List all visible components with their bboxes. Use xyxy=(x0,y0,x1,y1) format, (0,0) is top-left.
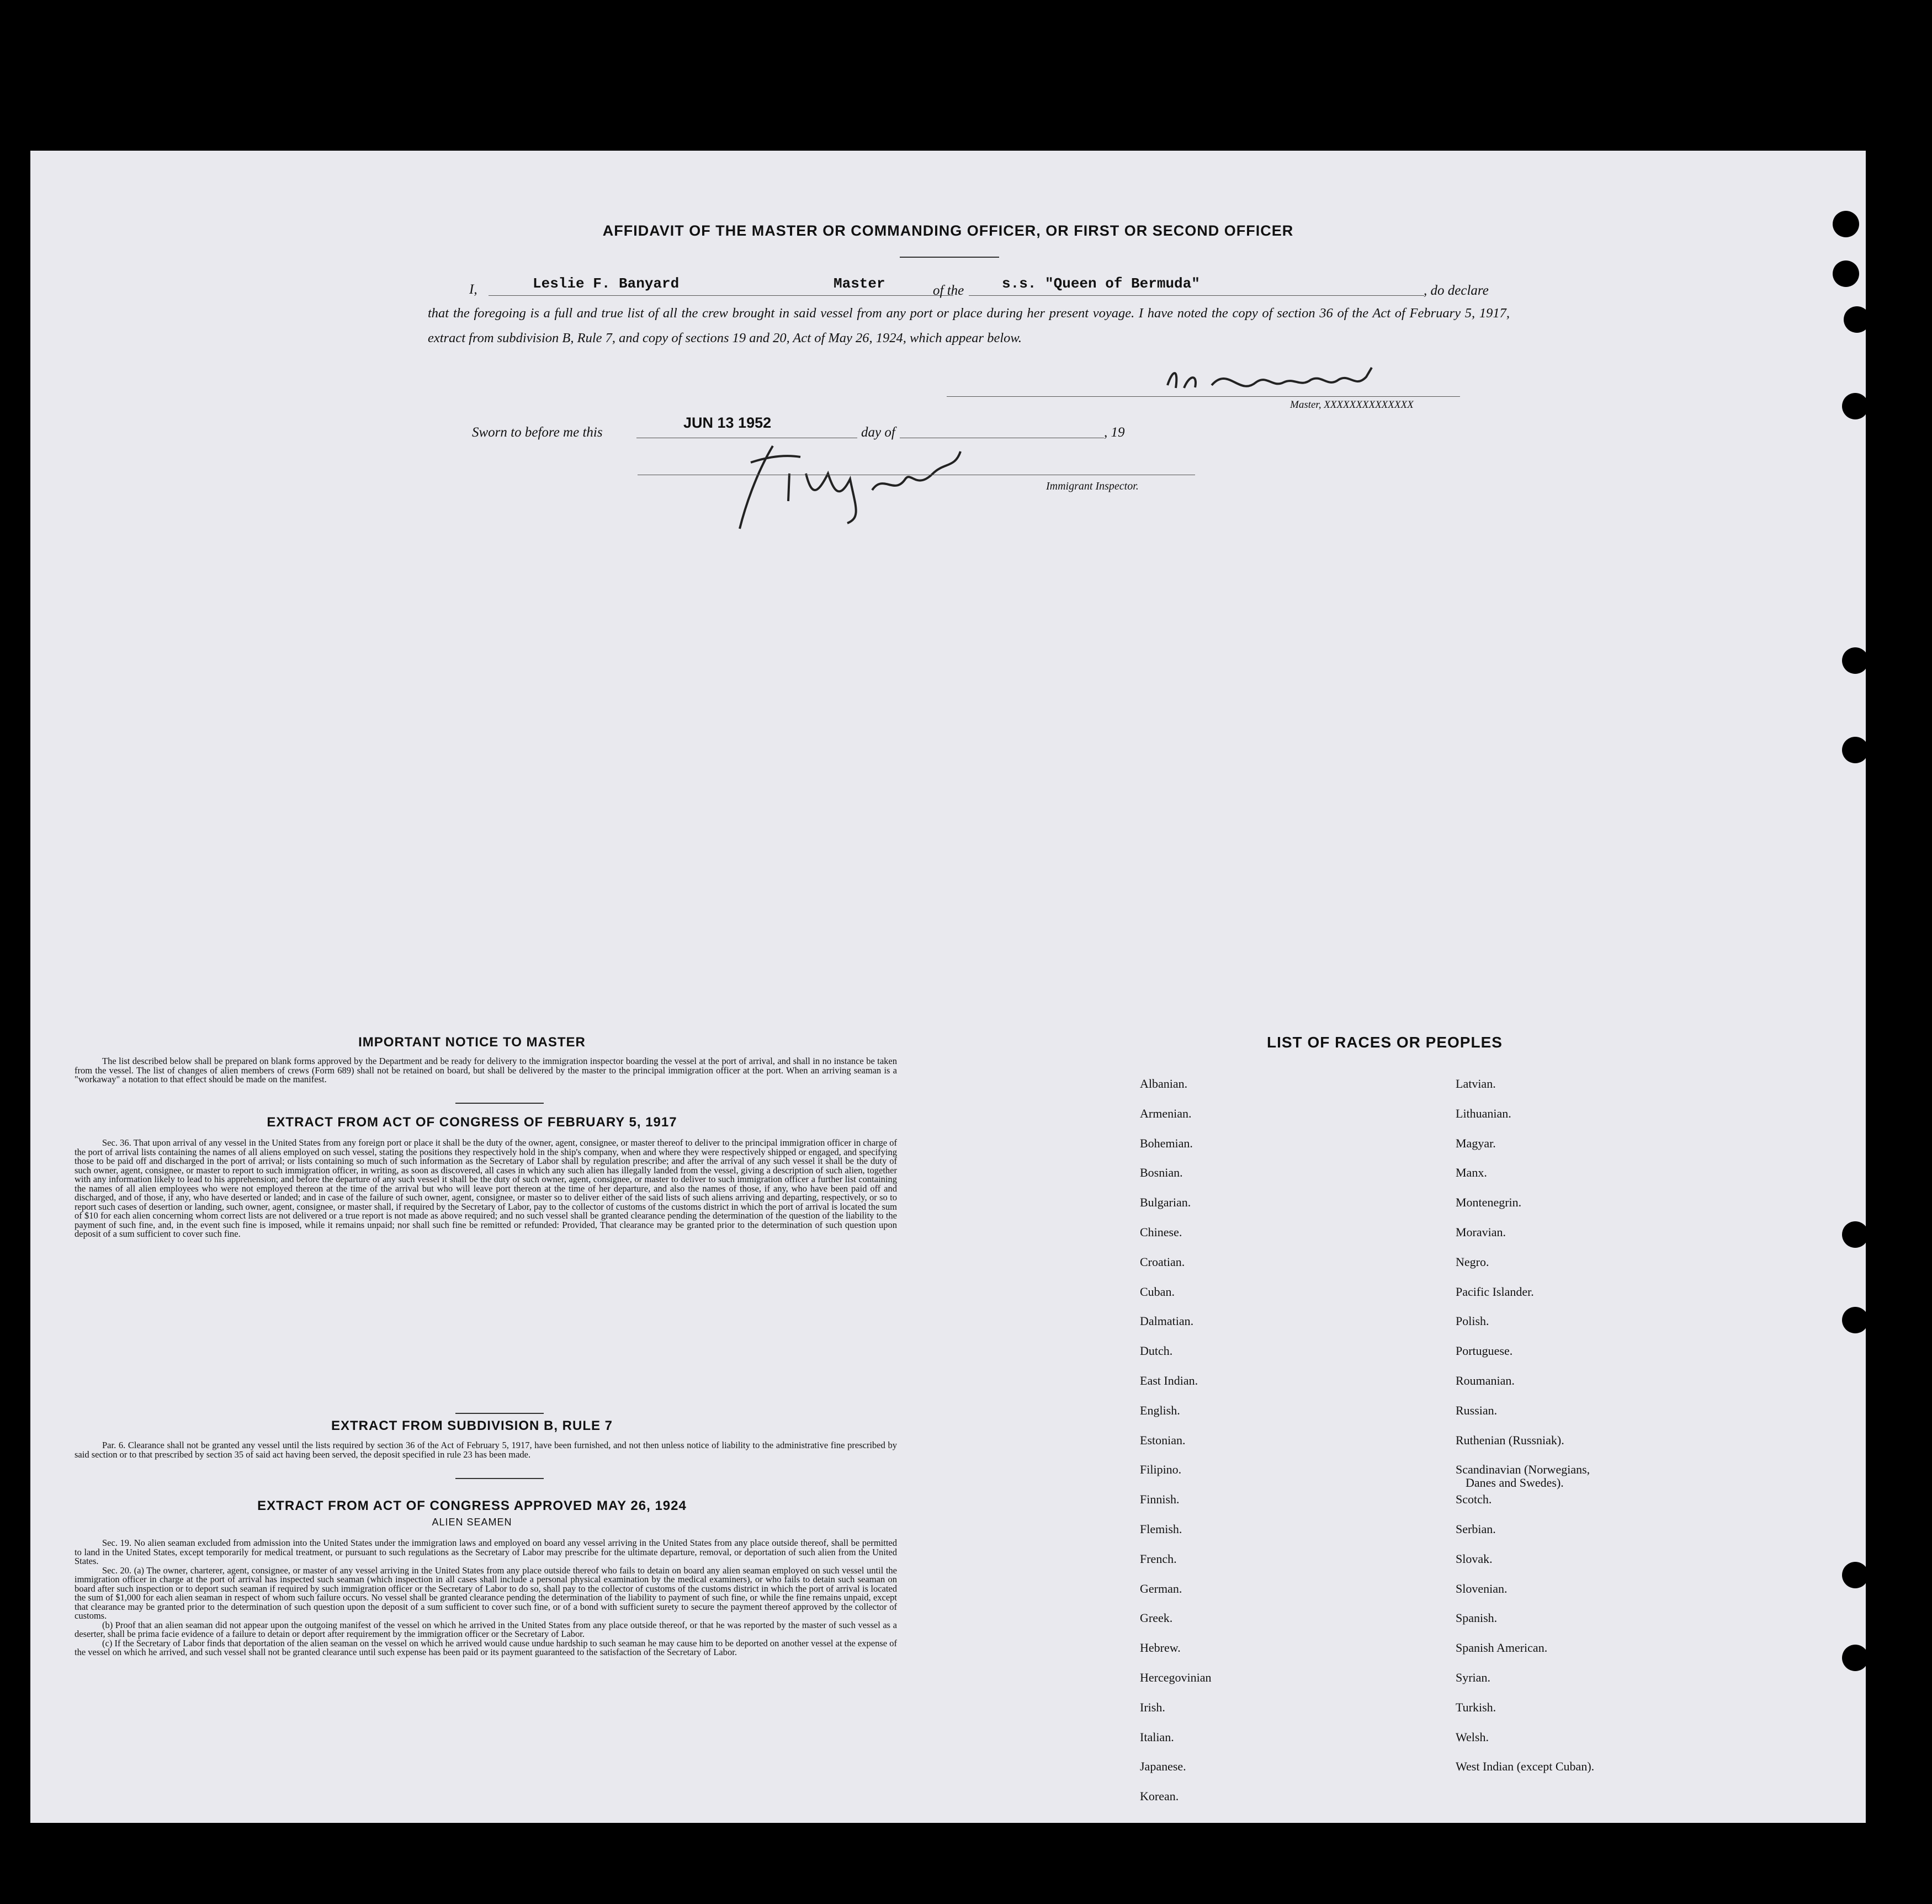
race-item-left: Flemish. xyxy=(1140,1522,1182,1536)
notice-divider xyxy=(455,1103,544,1104)
sworn-date-stamp: JUN 13 1952 xyxy=(683,414,772,431)
race-item-left: Bosnian. xyxy=(1140,1166,1183,1180)
sec20a-text: Sec. 20. (a) The owner, charterer, agent, consignee, or master of any vessel arriving in the United States from any place outside thereof who fails to detain on board any alien seaman employed on such vessel until the immigration officer in charge at the port of arrival has inspected such seaman (which inspection in all cases shall include a personal physical examination by the medical examiners), or who fails to detain such seaman on board after such inspection or to deport such seaman if required by such immigration officer or the Secretary of Labor to do so, shall pay to the collector of customs of the customs district in which the port of arrival is located the sum of $1,000 for each alien seaman in respect of whom such failure occurs. No vessel shall be granted clearance pending the determination of the liability to payment of such fine, or while the fine remains unpaid, except that clearance may be granted prior to the determination of such question upon the deposit of a sum sufficient to cover such fine, or of a bond with sufficient surety to secure the payment thereof approved by the collector of customs. xyxy=(75,1565,897,1621)
race-item-right: Danes and Swedes). xyxy=(1466,1476,1564,1490)
race-item-right: Scandinavian (Norwegians, xyxy=(1456,1462,1590,1477)
affidavit-title: AFFIDAVIT OF THE MASTER OR COMMANDING OFFICER, OR FIRST OR SECOND OFFICER xyxy=(602,222,1294,239)
punch-hole xyxy=(1833,260,1859,287)
i-label: I, xyxy=(469,282,477,297)
notice-title: IMPORTANT NOTICE TO MASTER xyxy=(358,1035,586,1050)
race-item-right: Serbian. xyxy=(1456,1522,1496,1536)
race-item-right: Magyar. xyxy=(1456,1136,1496,1150)
race-item-right: Slovenian. xyxy=(1456,1581,1508,1595)
race-item-left: Dalmatian. xyxy=(1140,1314,1194,1328)
race-item-left: Japanese. xyxy=(1140,1759,1186,1774)
rule7-text: Par. 6. Clearance shall not be granted any vessel until the lists required by section 36 of the Act of February 5, 1917, have been furnished, and not then unless notice of liability to the administrative fine prescribed by said section or to that prescribed by section 35 of said act having been served, the deposit specified in rule 23 has been made. xyxy=(75,1440,897,1460)
race-item-left: Italian. xyxy=(1140,1730,1174,1744)
punch-hole xyxy=(1844,306,1870,333)
declaration-body: that the foregoing is a full and true list of all the crew brought in said vessel from any port or place during her present voyage. I have noted the copy of section 36 of the Act of February 5, 1917, extract from subdivision B, Rule 7, and copy of sections 19 and 20, Act of May 26, 1924, which appear below. xyxy=(428,306,1510,345)
extract-1917-title: EXTRACT FROM ACT OF CONGRESS OF FEBRUARY 5, 1917 xyxy=(267,1115,677,1130)
rule7-title: EXTRACT FROM SUBDIVISION B, RULE 7 xyxy=(331,1418,613,1433)
race-item-left: Hebrew. xyxy=(1140,1641,1181,1655)
race-item-right: Manx. xyxy=(1456,1166,1487,1180)
race-item-left: Armenian. xyxy=(1140,1106,1192,1120)
race-item-right: Ruthenian (Russniak). xyxy=(1456,1433,1564,1447)
extract-1924-text xyxy=(75,1539,897,1657)
race-item-left: English. xyxy=(1140,1403,1180,1417)
master-title-label: Master, XXXXXXXXXXXXXX xyxy=(1290,399,1414,411)
race-item-left: Greek. xyxy=(1140,1611,1173,1625)
race-item-right: Welsh. xyxy=(1456,1730,1489,1744)
race-item-right: Slovak. xyxy=(1456,1551,1493,1566)
rule7-divider xyxy=(455,1478,544,1479)
sec19-text: Sec. 19. No alien seaman excluded from admission into the United States under the immigration laws and employed on board any vessel arriving in the United States from any place outside thereof, shall be permitted to land in the United States, except temporarily for medical treatment, or pursuant to such regulations as the Secretary of Labor may prescribe for the ultimate departure, removal, or deportation of such alien from the United States. xyxy=(75,1538,897,1566)
race-item-right: Lithuanian. xyxy=(1456,1106,1511,1120)
extract-1917-divider xyxy=(455,1413,544,1414)
master-signature-image xyxy=(1162,363,1405,402)
sworn-label: Sworn to before me this xyxy=(472,425,603,440)
race-item-right: Polish. xyxy=(1456,1314,1489,1328)
sec20b-text: (b) Proof that an alien seaman did not appear upon the outgoing manifest of the vessel on which he arrived in the United States from any place outside thereof, or that he was reported by the master of such vessel as a deserter, shall be prima facie evidence of a failure to detain or deport after requirement by the immigration officer or the Secretary of Labor. xyxy=(75,1619,897,1639)
master-rank: Master xyxy=(834,275,885,292)
of-the-label: of the xyxy=(933,283,964,298)
punch-hole xyxy=(1842,1221,1869,1248)
race-item-left: Croatian. xyxy=(1140,1254,1185,1269)
race-item-right: Russian. xyxy=(1456,1403,1498,1417)
do-declare-label: , do declare xyxy=(1424,283,1489,298)
title-divider xyxy=(900,257,999,258)
punch-hole xyxy=(1842,1645,1869,1671)
race-item-left: German. xyxy=(1140,1581,1182,1595)
race-item-right: Syrian. xyxy=(1456,1671,1490,1684)
punch-hole xyxy=(1833,211,1859,237)
day-of-label: day of xyxy=(861,425,895,440)
sec20c-text: (c) If the Secretary of Labor finds that deportation of the alien seaman on the vessel on which he arrived would cause undue hardship to such seaman he may cause him to be deported on another vessel at the expense of the vessel on which he arrived, and such vessel shall not be granted clearance until such expense has been paid or its payment guaranteed to the satisfaction of the Secretary of Labor. xyxy=(75,1637,897,1657)
race-item-left: East Indian. xyxy=(1140,1374,1198,1387)
race-item-right: Spanish American. xyxy=(1456,1641,1548,1655)
punch-hole xyxy=(1842,647,1869,674)
race-item-left: Finnish. xyxy=(1140,1492,1180,1507)
race-item-right: Portuguese. xyxy=(1456,1344,1513,1358)
race-item-right: West Indian (except Cuban). xyxy=(1456,1759,1595,1774)
race-item-left: Bulgarian. xyxy=(1140,1195,1191,1210)
race-item-right: Spanish. xyxy=(1456,1611,1498,1625)
race-item-right: Latvian. xyxy=(1456,1077,1496,1091)
race-item-left: Chinese. xyxy=(1140,1225,1182,1239)
race-item-left: Dutch. xyxy=(1140,1344,1173,1358)
vessel-underline xyxy=(969,295,1424,296)
race-item-left: Korean. xyxy=(1140,1789,1179,1804)
race-item-left: French. xyxy=(1140,1551,1177,1566)
master-name: Leslie F. Banyard xyxy=(533,275,680,292)
race-item-right: Turkish. xyxy=(1456,1700,1496,1714)
alien-seamen-subtitle: ALIEN SEAMEN xyxy=(432,1517,512,1528)
declaration-underline xyxy=(489,295,953,296)
race-item-left: Filipino. xyxy=(1140,1462,1182,1477)
extract-1924-title: EXTRACT FROM ACT OF CONGRESS APPROVED MAY 26, 1924 xyxy=(257,1498,687,1513)
punch-hole xyxy=(1842,393,1869,419)
race-item-right: Pacific Islander. xyxy=(1456,1284,1534,1299)
race-item-left: Irish. xyxy=(1140,1700,1165,1714)
punch-hole xyxy=(1842,737,1869,763)
race-item-right: Montenegrin. xyxy=(1456,1195,1522,1210)
race-item-right: Roumanian. xyxy=(1456,1374,1515,1387)
race-item-left: Cuban. xyxy=(1140,1284,1175,1299)
punch-hole xyxy=(1842,1562,1869,1588)
race-item-right: Scotch. xyxy=(1456,1492,1492,1507)
extract-1917-text: Sec. 36. That upon arrival of any vessel in the United States from any foreign port or place it shall be the duty of the owner, agent, consignee, or master thereof to deliver to the principal immigration officer in charge of the port of arrival lists containing the names of all aliens employed on such vessel, stating the positions they respectively hold in the ship's company, when and where they were respectively shipped or engaged, and specifying those to be paid off and discharged in the port of arrival; or lists containing so much of such information as the Secretary of Labor shall by regulation prescribe; and after the arrival of any such vessel it shall be the duty of such owner, agent, consignee, or master to report to such immigration officer, in writing, as soon as discovered, all cases in which any such alien has illegally landed from the vessel, giving a description of such alien, together with any information likely to lead to his apprehension; and before the departure of any such vessel it shall be the duty of such owner, agent, consignee, or master to deliver to such immigration officer a further list containing the names of all alien employees who were not employed thereon at the time of the arrival but who will leave port thereon at the time of her departure, and also the names of those, if any, who have been paid off and discharged, and of those, if any, who have deserted or landed; and in case of the failure of such owner, agent, consignee, or master so to deliver either of the said lists of such aliens arriving and departing, respectively, or so to report such cases of desertion or landing, such owner, agent, consignee, or master shall, if required by the Secretary of Labor, pay to the collector of customs of the customs district in which the port of arrival is located the sum of $10 for each alien concerning whom correct lists are not delivered or a true report is not made as above required; and no such vessel shall be granted clearance pending the determination of the question of the liability to the payment of such fine, and, in the event such fine is imposed, while it remains unpaid; nor shall such fine be remitted or refunded: Provided, That clearance may be granted prior to the determination of such question upon deposit of a sum sufficient to cover such fine. xyxy=(75,1137,897,1239)
race-item-right: Moravian. xyxy=(1456,1225,1506,1239)
race-item-left: Bohemian. xyxy=(1140,1136,1193,1150)
punch-hole xyxy=(1842,1307,1869,1333)
year-prefix: , 19 xyxy=(1104,425,1125,440)
race-item-right: Negro. xyxy=(1456,1254,1489,1269)
inspector-label: Immigrant Inspector. xyxy=(1046,480,1139,492)
vessel-name: s.s. "Queen of Bermuda" xyxy=(1002,275,1200,292)
race-item-left: Albanian. xyxy=(1140,1077,1188,1091)
race-item-left: Hercegovinian xyxy=(1140,1671,1212,1684)
inspector-signature-image xyxy=(723,440,966,534)
notice-text: The list described below shall be prepared on blank forms approved by the Department and be ready for delivery to the immigration inspector boarding the vessel at the port of arrival, and shall in no instance be taken from the vessel. The list of changes of alien members of crews (Form 689) shall not be retained on board, but shall be delivered by the master to the principal immigration officer at the port. When an arriving seaman is a "workaway" a notation to that effect should be made on the manifest. xyxy=(75,1056,897,1084)
affidavit-sheet xyxy=(30,151,1866,1823)
races-title: LIST OF RACES OR PEOPLES xyxy=(1267,1034,1503,1051)
race-item-left: Estonian. xyxy=(1140,1433,1186,1447)
